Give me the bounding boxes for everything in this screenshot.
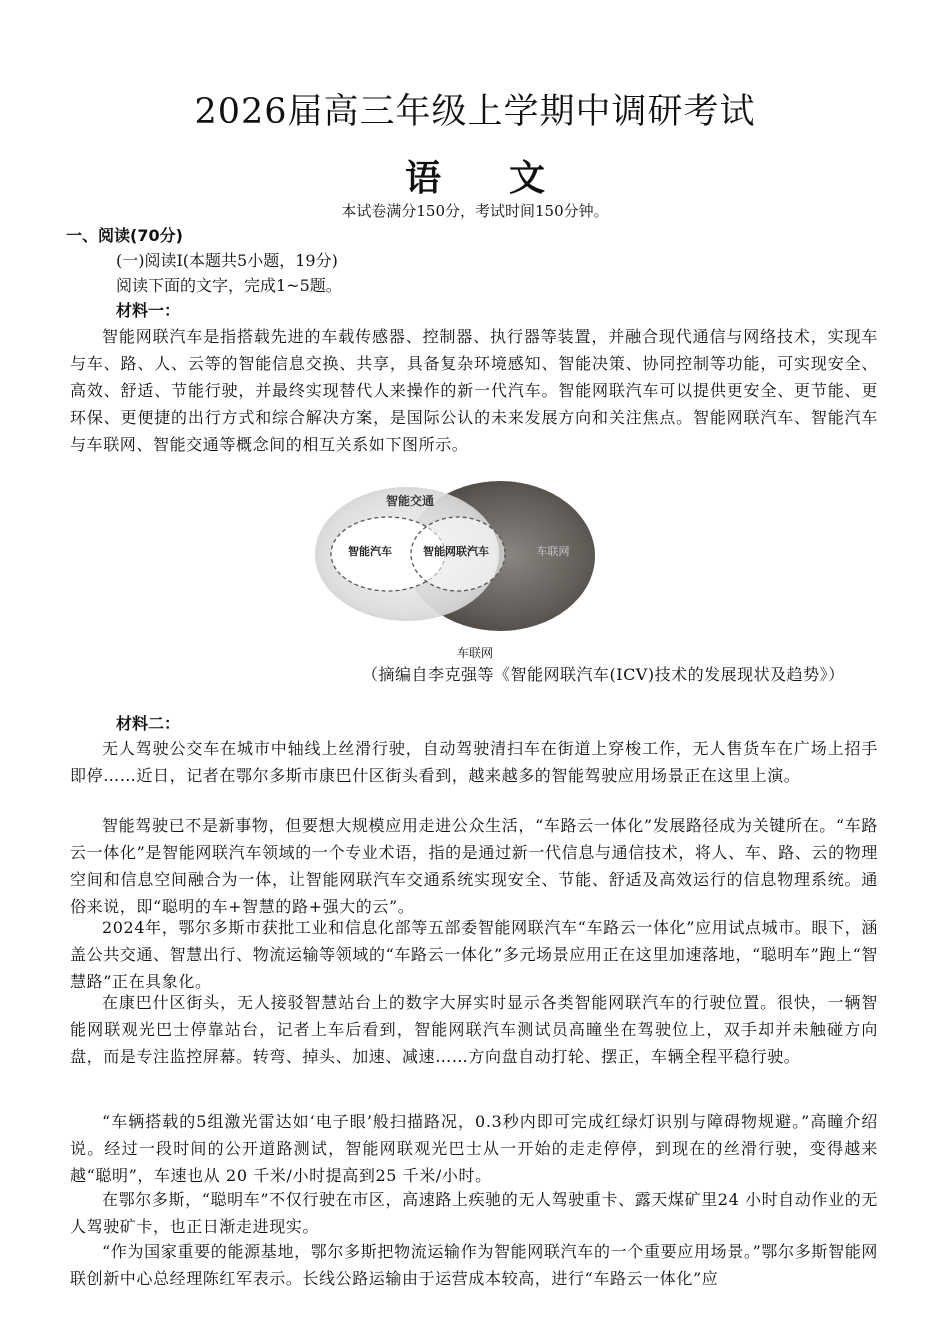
diagram-caption: 车联网 <box>456 646 493 660</box>
part-heading: (一)阅读Ⅰ(本题共5小题，19分) <box>116 251 338 270</box>
material1-paragraph: 智能网联汽车是指搭载先进的车载传感器、控制器、执行器等装置，并融合现代通信与网络技术，实现车与车、路、人、云等的智能信息交换、共享，具备复杂环境感知、智能决策、协同控制等功能，可实现安全、高效、舒适、节能行驶，并最终实现替代人来操作的新一代汽车。智能网联汽车可以提供更安全、更节能、更环保、更便捷的出行方式和综合解决方案，是国际公认的未来发展方向和关注焦点。智能网联汽车、智能汽车与车联网、智能交通等概念间的相互关系如下图所示。 <box>70 327 878 454</box>
label-connected-car: 智能网联汽车 <box>423 545 489 558</box>
material2-paragraph: 智能驾驶已不是新事物，但要想大规模应用走进公众生活，“车路云一体化”发展路径成为关键所在。“车路云一体化”是智能网联汽车领域的一个专业术语，指的是通过新一代信息与通信技术，将人、车、路、云的物理空间和信息空间融合为一体，让智能网联汽车交通系统实现安全、节能、舒适及高效运行的信息物理系统。通俗来说，即“聪明的车+智慧的路+强大的云”。 <box>70 816 878 916</box>
venn-diagram <box>300 470 600 645</box>
exam-info: 本试卷满分150分，考试时间150分钟。 <box>341 202 609 220</box>
label-iov: 车联网 <box>536 545 570 558</box>
material2-label: 材料二： <box>116 714 181 733</box>
section-heading: 一、阅读(70分) <box>66 226 183 245</box>
label-smart-traffic: 智能交通 <box>385 494 435 508</box>
material2-paragraph: “作为国家重要的能源基地，鄂尔多斯把物流运输作为智能网联汽车的一个重要应用场景。”鄂尔多斯智能网联创新中心总经理陈红军表示。长线公路运输由于运营成本较高，进行“车路云一体化”应 <box>70 1242 878 1288</box>
label-smart-car: 智能汽车 <box>348 545 392 558</box>
diagram-source: （摘编自李克强等《智能网联汽车(ICV)技术的发展现状及趋势》） <box>362 665 845 684</box>
material2-paragraph: 无人驾驶公交车在城市中轴线上丝滑行驶，自动驾驶清扫车在街道上穿梭工作，无人售货车在广场上招手即停……近日，记者在鄂尔多斯市康巴什区街头看到，越来越多的智能驾驶应用场景正在这里上演。 <box>70 739 878 785</box>
material2-paragraph: 在康巴什区街头，无人接驳智慧站台上的数字大屏实时显示各类智能网联汽车的行驶位置。很快，一辆智能网联观光巴士停靠站台，记者上车后看到，智能网联汽车测试员高瞳坐在驾驶位上，双手却并未触碰方向盘，而是专注监控屏幕。转弯、掉头、加速、减速……方向盘自动打轮、摆正，车辆全程平稳行驶。 <box>70 993 878 1066</box>
exam-title: 2026届高三年级上学期中调研考试 <box>194 92 756 132</box>
subject-title: 语文 <box>404 157 613 199</box>
material2-paragraph: 2024年，鄂尔多斯市获批工业和信息化部等五部委智能网联汽车“车路云一体化”应用试点城市。眼下，涵盖公共交通、智慧出行、物流运输等领域的“车路云一体化”多元场景应用正在这里加速落地，“聪明车”跑上“智慧路”正在具象化。 <box>70 918 878 991</box>
material2-paragraph: 在鄂尔多斯，“聪明车”不仅行驶在市区，高速路上疾驰的无人驾驶重卡、露天煤矿里24 小时自动作业的无人驾驶矿卡，也正日渐走进现实。 <box>70 1190 878 1236</box>
material1-label: 材料一： <box>116 301 181 320</box>
instruction: 阅读下面的文字，完成1~5题。 <box>116 276 342 295</box>
material2-paragraph: “车辆搭载的5组激光雷达如‘电子眼’般扫描路况，0.3秒内即可完成红绿灯识别与障碍物规避。”高瞳介绍说。经过一段时间的公开道路测试，智能网联观光巴士从一开始的走走停停，到现在的丝滑行驶，变得越来越“聪明”，车速也从 20 千米/小时提高到25 千米/小时。 <box>70 1112 878 1185</box>
